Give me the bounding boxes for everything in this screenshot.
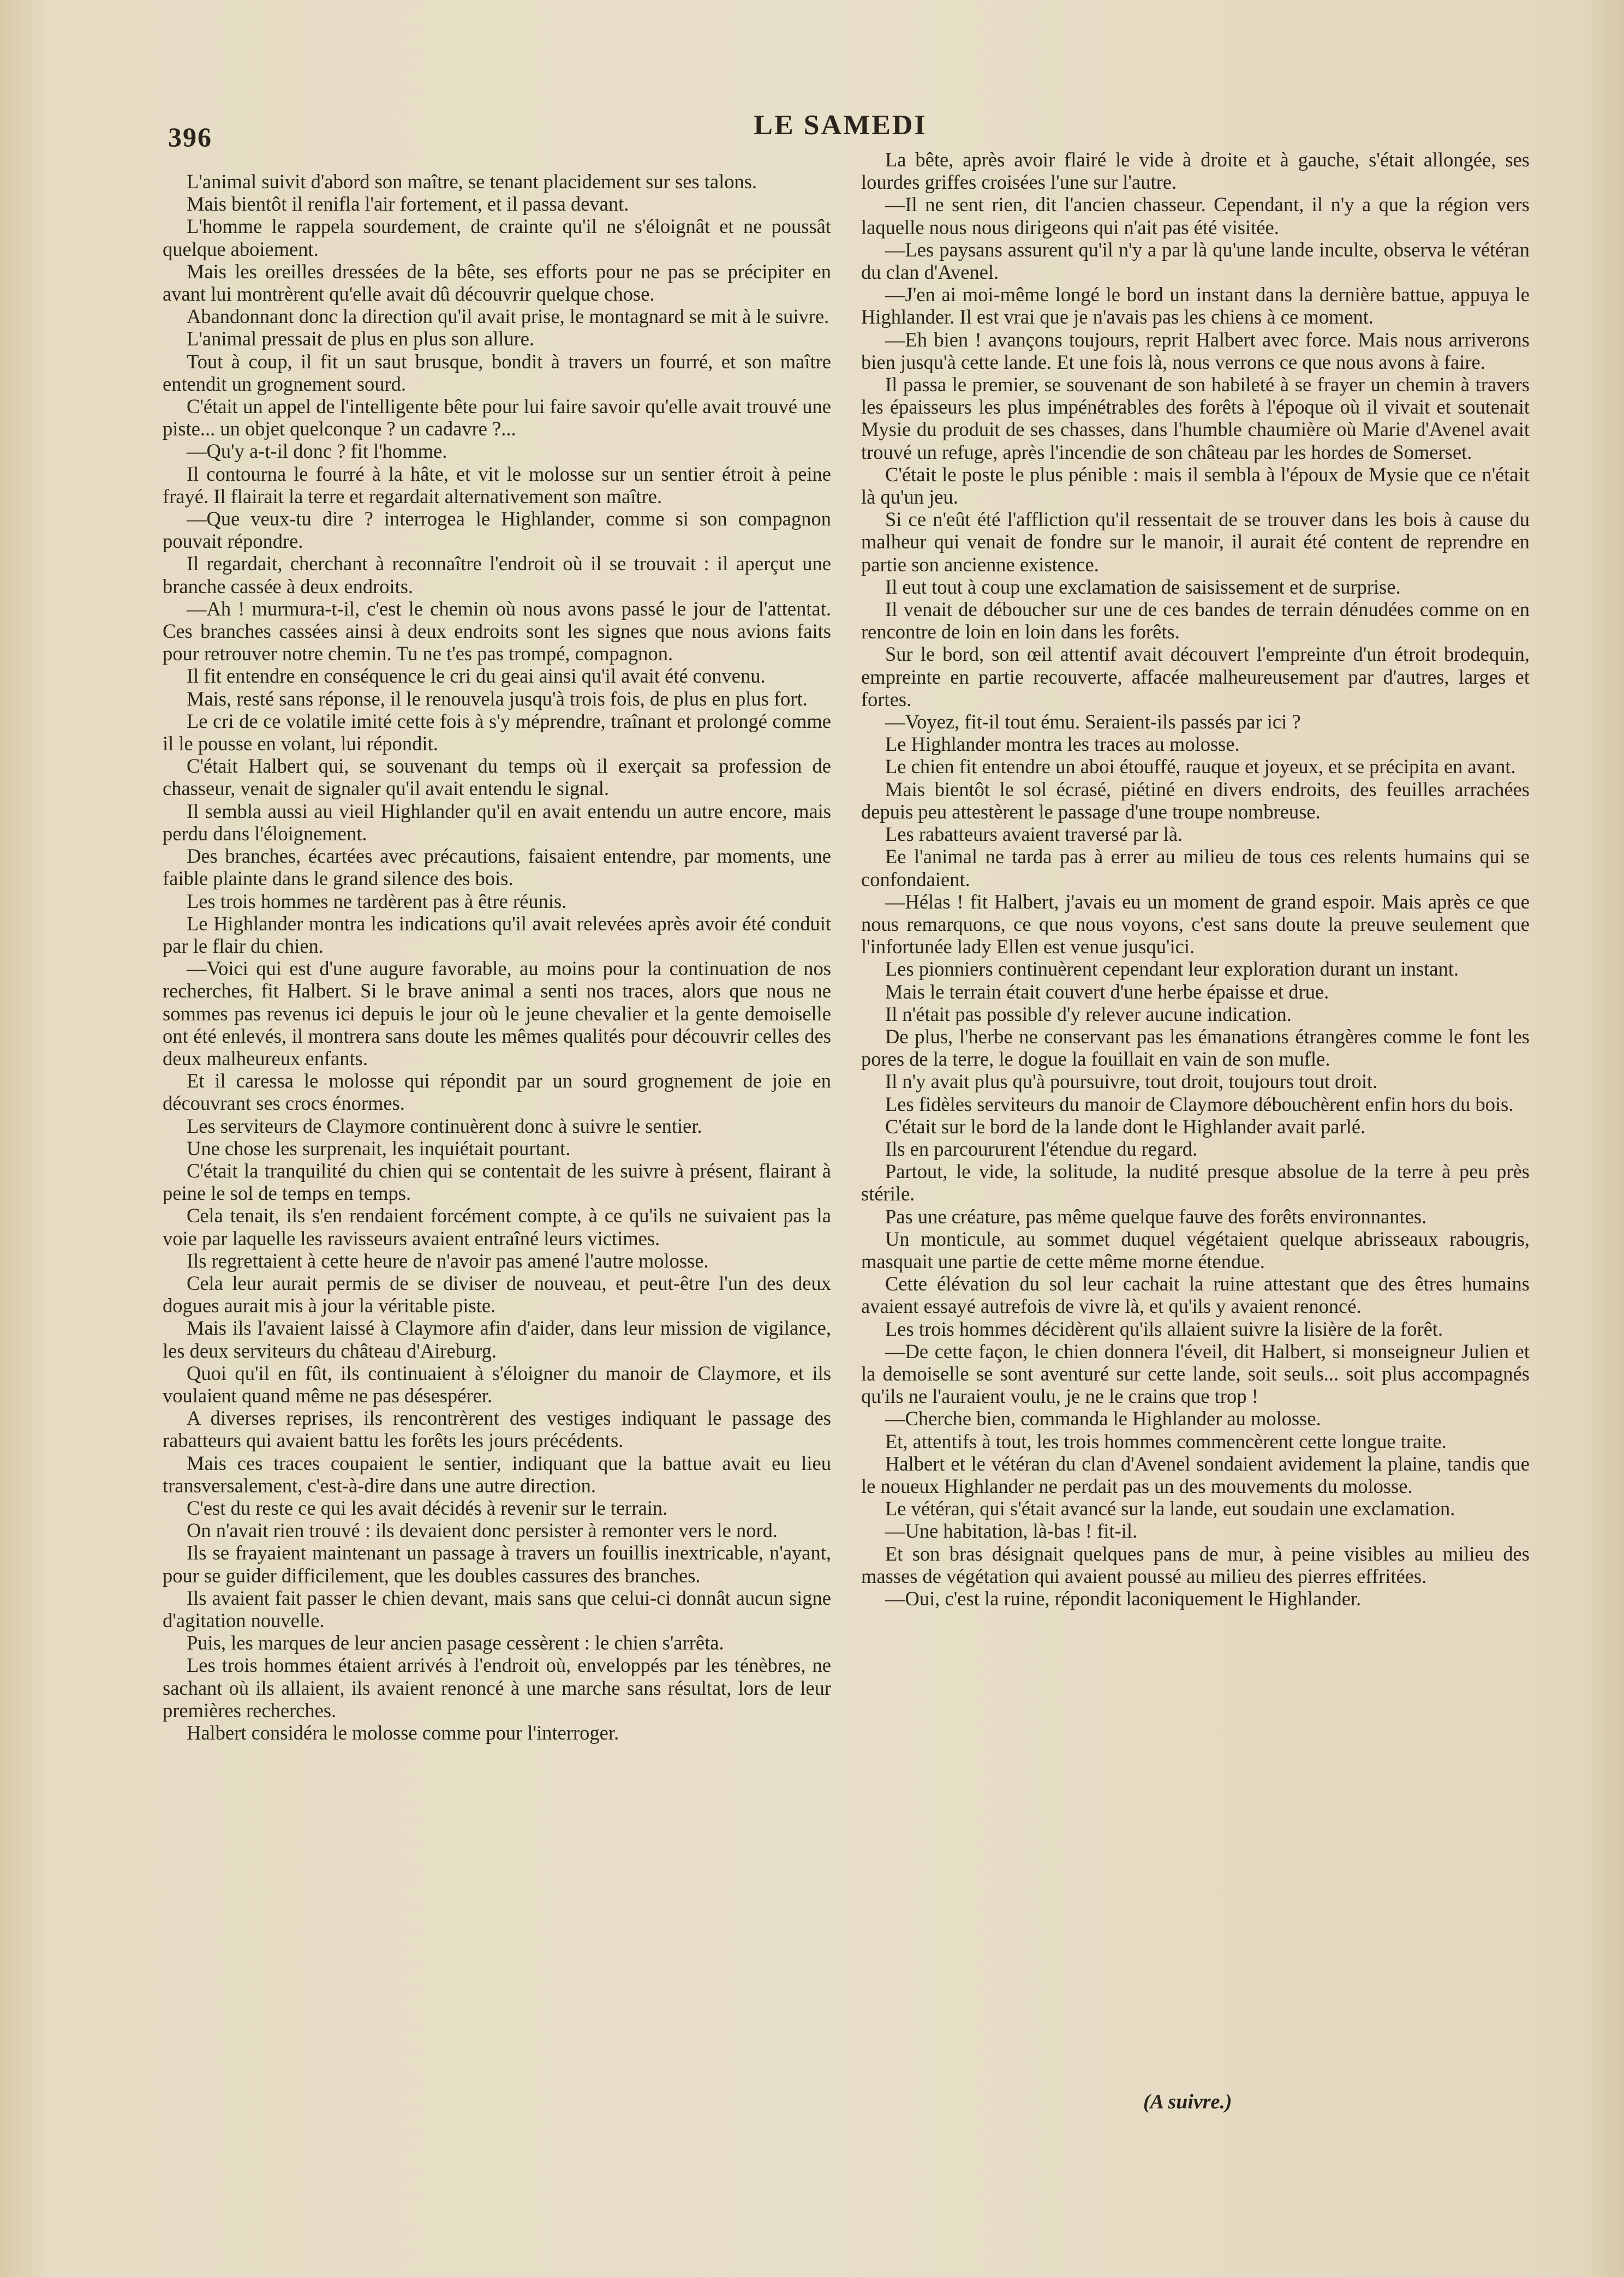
paragraph: Il n'était pas possible d'y relever aucune indication. — [885, 1002, 1292, 1025]
paragraph: —J'en ai moi-même longé le bord un instant dans la dernière battue, appuya le Highlander. Il est vrai que je n'avais pas les chiens à ce moment. — [861, 283, 1530, 328]
paragraph: Ils avaient fait passer le chien devant, mais sans que celui-ci donnât aucun signe d'agitation nouvelle. — [163, 1586, 831, 1631]
paragraph: Mais ils l'avaient laissé à Claymore afin d'aider, dans leur mission de vigilance, les deux serviteurs du château d'Aireburg. — [163, 1317, 831, 1362]
paragraph: Cette élévation du sol leur cachait la ruine attestant que des êtres humains avaient essayé autrefois de vivre là, et qu'ils y avaient renoncé. — [861, 1272, 1530, 1318]
show-through-text — [229, 2161, 1583, 2232]
paragraph: Il regardait, cherchant à reconnaître l'endroit où il se trouvait : il aperçut une branche cassée à deux endroits. — [163, 552, 831, 597]
paragraph: Un monticule, au sommet duquel végétaient quelque abrisseaux rabougris, masquait une partie de cette même morne étendue. — [861, 1227, 1530, 1272]
paragraph: Si ce n'eût été l'affliction qu'il ressentait de se trouver dans les bois à cause du malheur qui venait de fondre sur le manoir, il aurait été content de reprendre en partie son ancienne existence. — [861, 508, 1530, 576]
paragraph: Les trois hommes décidèrent qu'ils allaient suivre la lisière de la forêt. — [885, 1317, 1443, 1340]
paragraph: Ils en parcoururent l'étendue du regard. — [885, 1137, 1198, 1160]
paragraph: Les serviteurs de Claymore continuèrent donc à suivre le sentier. — [187, 1114, 702, 1137]
page-number: 396 — [168, 122, 212, 152]
paragraph: Tout à coup, il fit un saut brusque, bondit à travers un fourré, et son maître entendit un grognement sourd. — [163, 350, 831, 395]
paragraph: Abandonnant donc la direction qu'il avait prise, le montagnard se mit à le suivre. — [187, 305, 829, 328]
paragraph: C'était la tranquilité du chien qui se contentait de les suivre à présent, flairant à peine le sol de temps en temps. — [163, 1159, 831, 1205]
paragraph: On n'avait rien trouvé : ils devaient donc persister à remonter vers le nord. — [187, 1519, 778, 1542]
paragraph: Et son bras désignait quelques pans de mur, à peine visibles au milieu des masses de végétation qui avaient poussé au milieu des pierres effritées. — [861, 1542, 1530, 1587]
paragraph: Quoi qu'il en fût, ils continuaient à s'éloigner du manoir de Claymore, et ils voulaient quand même ne pas désespérer. — [163, 1361, 831, 1407]
paragraph: Mais, resté sans réponse, il le renouvela jusqu'à trois fois, de plus en plus fort. — [187, 687, 808, 710]
paragraph: C'était sur le bord de la lande dont le Highlander avait parlé. — [885, 1115, 1366, 1138]
paragraph: Et il caressa le molosse qui répondit par un sourd grognement de joie en découvrant ses crocs énormes. — [163, 1069, 831, 1115]
right-column — [861, 148, 1530, 1610]
paragraph: Pas une créature, pas même quelque fauve des forêts environnantes. — [885, 1205, 1427, 1228]
paragraph: —Oui, c'est la ruine, répondit laconiquement le Highlander. — [885, 1587, 1362, 1610]
paragraph: La bête, après avoir flairé le vide à droite et à gauche, s'était allongée, ses lourdes griffes croisées l'une sur l'autre. — [861, 148, 1530, 194]
paragraph: Ee l'animal ne tarda pas à errer au milieu de tous ces relents humains qui se confondaient. — [861, 845, 1530, 891]
paragraph: De plus, l'herbe ne conservant pas les émanations étrangères comme le font les pores de la terre, le dogue la fouillait en vain de son mufle. — [861, 1025, 1530, 1071]
paragraph: Et, attentifs à tout, les trois hommes commencèrent cette longue traite. — [885, 1430, 1447, 1453]
paragraph: Les rabatteurs avaient traversé par là. — [885, 823, 1183, 846]
paragraph: —Voici qui est d'une augure favorable, au moins pour la continuation de nos recherches, fit Halbert. Si le brave animal a senti nos traces, alors que nous ne sommes pas revenus ici depuis le jour où le jeune chevalier et la gente demoiselle ont été enlevés, il montrera sans doute les mêmes qualités pour découvrir celles des deux malheureux enfants. — [163, 957, 831, 1069]
paragraph: Une chose les surprenait, les inquiétait pourtant. — [187, 1137, 571, 1160]
paragraph: Puis, les marques de leur ancien pasage cessèrent : le chien s'arrêta. — [187, 1631, 724, 1654]
paragraph: —Hélas ! fit Halbert, j'avais eu un moment de grand espoir. Mais après ce que nous remarquons, ce que nous voyons, c'est sans doute la preuve seulement que l'infortunée lady Ellen est venue jusqu'ici. — [861, 890, 1530, 958]
paragraph: Il contourna le fourré à la hâte, et vit le molosse sur un sentier étroit à peine frayé. Il flairait la terre et regardait alternativement son maître. — [163, 462, 831, 507]
paragraph: Il fit entendre en conséquence le cri du geai ainsi qu'il avait été convenu. — [187, 665, 766, 688]
paragraph: C'était le poste le plus pénible : mais il sembla à l'époux de Mysie que ce n'était là qu'un jeu. — [861, 463, 1530, 509]
paragraph: Il sembla aussi au vieil Highlander qu'il en avait entendu un autre encore, mais perdu dans l'éloignement. — [163, 799, 831, 845]
paragraph: Les fidèles serviteurs du manoir de Claymore débouchèrent enfin hors du bois. — [885, 1092, 1514, 1115]
paragraph: Mais bientôt il renifla l'air fortement, et il passa devant. — [187, 193, 629, 216]
paragraph: Le vétéran, qui s'était avancé sur la lande, eut soudain une exclamation. — [885, 1497, 1455, 1520]
paragraph: Le Highlander montra les indications qu'il avait relevées après avoir été conduit par le flair du chien. — [163, 912, 831, 957]
paragraph: Cela tenait, ils s'en rendaient forcément compte, à ce qu'ils ne suivaient pas la voie par laquelle les ravisseurs avaient entraîné leurs victimes. — [163, 1204, 831, 1250]
paragraph: —Les paysans assurent qu'il n'y a par là qu'une lande inculte, observa le vétéran du clan d'Avenel. — [861, 238, 1530, 284]
paragraph: —Voyez, fit-il tout ému. Seraient-ils passés par ici ? — [885, 710, 1301, 733]
paragraph: Halbert considéra le molosse comme pour l'interroger. — [187, 1722, 619, 1744]
paragraph: Mais ces traces coupaient le sentier, indiquant que la battue avait eu lieu transversalement, c'est-à-dire dans une autre direction. — [163, 1451, 831, 1497]
paragraph: —Cherche bien, commanda le Highlander au molosse. — [885, 1407, 1321, 1430]
paragraph: Des branches, écartées avec précautions, faisaient entendre, par moments, une faible plainte dans le grand silence des bois. — [163, 845, 831, 890]
paragraph: Il eut tout à coup une exclamation de saisissement et de surprise. — [885, 575, 1401, 598]
paragraph: —Que veux-tu dire ? interrogea le Highlander, comme si son compagnon pouvait répondre. — [163, 507, 831, 553]
paragraph: Il passa le premier, se souvenant de son habileté à se frayer un chemin à travers les épaisseurs les plus impénétrables des forêts à l'époque où il vivait et soutenait Mysie du produit de ses chasses, dans l'humble chaumière où Marie d'Avenel avait trouvé un refuge, après l'incendie de son château par les hordes de Somerset. — [861, 373, 1530, 463]
paragraph: Sur le bord, son œil attentif avait découvert l'empreinte d'un étroit brodequin, empreinte en partie recouverte, affacée malheureusement par d'autres, larges et fortes. — [861, 643, 1530, 710]
paragraph: —Il ne sent rien, dit l'ancien chasseur. Cependant, il n'y a que la région vers laquelle nous nous dirigeons qui n'ait pas été visitée. — [861, 193, 1530, 238]
paragraph: —Ah ! murmura-t-il, c'est le chemin où nous avons passé le jour de l'attentat. Ces branches cassées ainsi à deux endroits sont les signes que nous avions faits pour retrouver notre chemin. Tu ne t'es pas trompé, compagnon. — [163, 597, 831, 665]
running-head: LE SAMEDI — [754, 110, 927, 141]
paragraph: Les pionniers continuèrent cependant leur exploration durant un instant. — [885, 958, 1459, 981]
paragraph: Les trois hommes étaient arrivés à l'endroit où, enveloppés par les ténèbres, ne sachant où ils allaient, ils avaient renoncé à une marche sans résultat, lors de leur premières recherches. — [163, 1654, 831, 1722]
paragraph: —De cette façon, le chien donnera l'éveil, dit Halbert, si monseigneur Julien et la demoiselle se sont aventuré sur cette lande, soit seuls... soit plus accompagnés qu'ils ne l'auraient voulu, je ne le crains que trop ! — [861, 1340, 1530, 1408]
paragraph: Cela leur aurait permis de se diviser de nouveau, et peut-être l'un des deux dogues aurait mis à jour la véritable piste. — [163, 1271, 831, 1317]
paragraph: Ils regrettaient à cette heure de n'avoir pas amené l'autre molosse. — [187, 1249, 709, 1272]
paragraph: Partout, le vide, la solitude, la nudité presque absolue de la terre à peu près stérile. — [861, 1160, 1530, 1205]
paragraph: Halbert et le vétéran du clan d'Avenel sondaient avidement la plaine, tandis que le noueux Highlander ne perdait pas un des mouvements du molosse. — [861, 1452, 1530, 1497]
to-be-continued: (A suivre.) — [1143, 2090, 1232, 2113]
paragraph: L'animal pressait de plus en plus son allure. — [187, 327, 535, 350]
paragraph: L'animal suivit d'abord son maître, se tenant placidement sur ses talons. — [187, 170, 757, 193]
paragraph: Les trois hommes ne tardèrent pas à être réunis. — [187, 889, 567, 912]
paragraph: —Qu'y a-t-il donc ? fit l'homme. — [187, 440, 447, 463]
paragraph: L'homme le rappela sourdement, de crainte qu'il ne s'éloignât et ne poussât quelque aboiement. — [163, 215, 831, 260]
left-column — [163, 170, 831, 1744]
paragraph: C'est du reste ce qui les avait décidés à revenir sur le terrain. — [187, 1496, 668, 1519]
paragraph: Il venait de déboucher sur une de ces bandes de terrain dénudées comme on en rencontre de loin en loin dans les forêts. — [861, 598, 1530, 643]
paragraph: Le chien fit entendre un aboi étouffé, rauque et joyeux, et se précipita en avant. — [885, 755, 1516, 778]
paragraph: C'était Halbert qui, se souvenant du temps où il exerçait sa profession de chasseur, venait de signaler qu'il avait entendu le signal. — [163, 755, 831, 800]
paragraph: Le Highlander montra les traces au molosse. — [885, 733, 1240, 756]
paragraph: C'était un appel de l'intelligente bête pour lui faire savoir qu'elle avait trouvé une piste... un objet quelconque ? un cadavre ?... — [163, 395, 831, 440]
paragraph: —Eh bien ! avançons toujours, reprit Halbert avec force. Mais nous arriverons bien jusqu'à cette lande. Et une fois là, nous verrons ce que nous avons à faire. — [861, 328, 1530, 373]
paragraph: Le cri de ce volatile imité cette fois à s'y méprendre, traînant et prolongé comme il le pousse en volant, lui répondit. — [163, 709, 831, 755]
paragraph: Ils se frayaient maintenant un passage à travers un fouillis inextricable, n'ayant, pour se guider difficilement, que les doubles cassures des branches. — [163, 1541, 831, 1587]
paragraph: Mais les oreilles dressées de la bête, ses efforts pour ne pas se précipiter en avant lui montrèrent qu'elle avait dû découvrir quelque chose. — [163, 260, 831, 306]
paragraph: Mais bientôt le sol écrasé, piétiné en divers endroits, des feuilles arrachées depuis peu attestèrent le passage d'une troupe nombreuse. — [861, 778, 1530, 823]
paragraph: —Une habitation, là-bas ! fit-il. — [885, 1520, 1138, 1543]
paragraph: A diverses reprises, ils rencontrèrent des vestiges indiquant le passage des rabatteurs qui avaient battu les forêts les jours précédents. — [163, 1407, 831, 1452]
paragraph: Mais le terrain était couvert d'une herbe épaisse et drue. — [885, 980, 1329, 1003]
paragraph: Il n'y avait plus qu'à poursuivre, tout droit, toujours tout droit. — [885, 1070, 1378, 1093]
